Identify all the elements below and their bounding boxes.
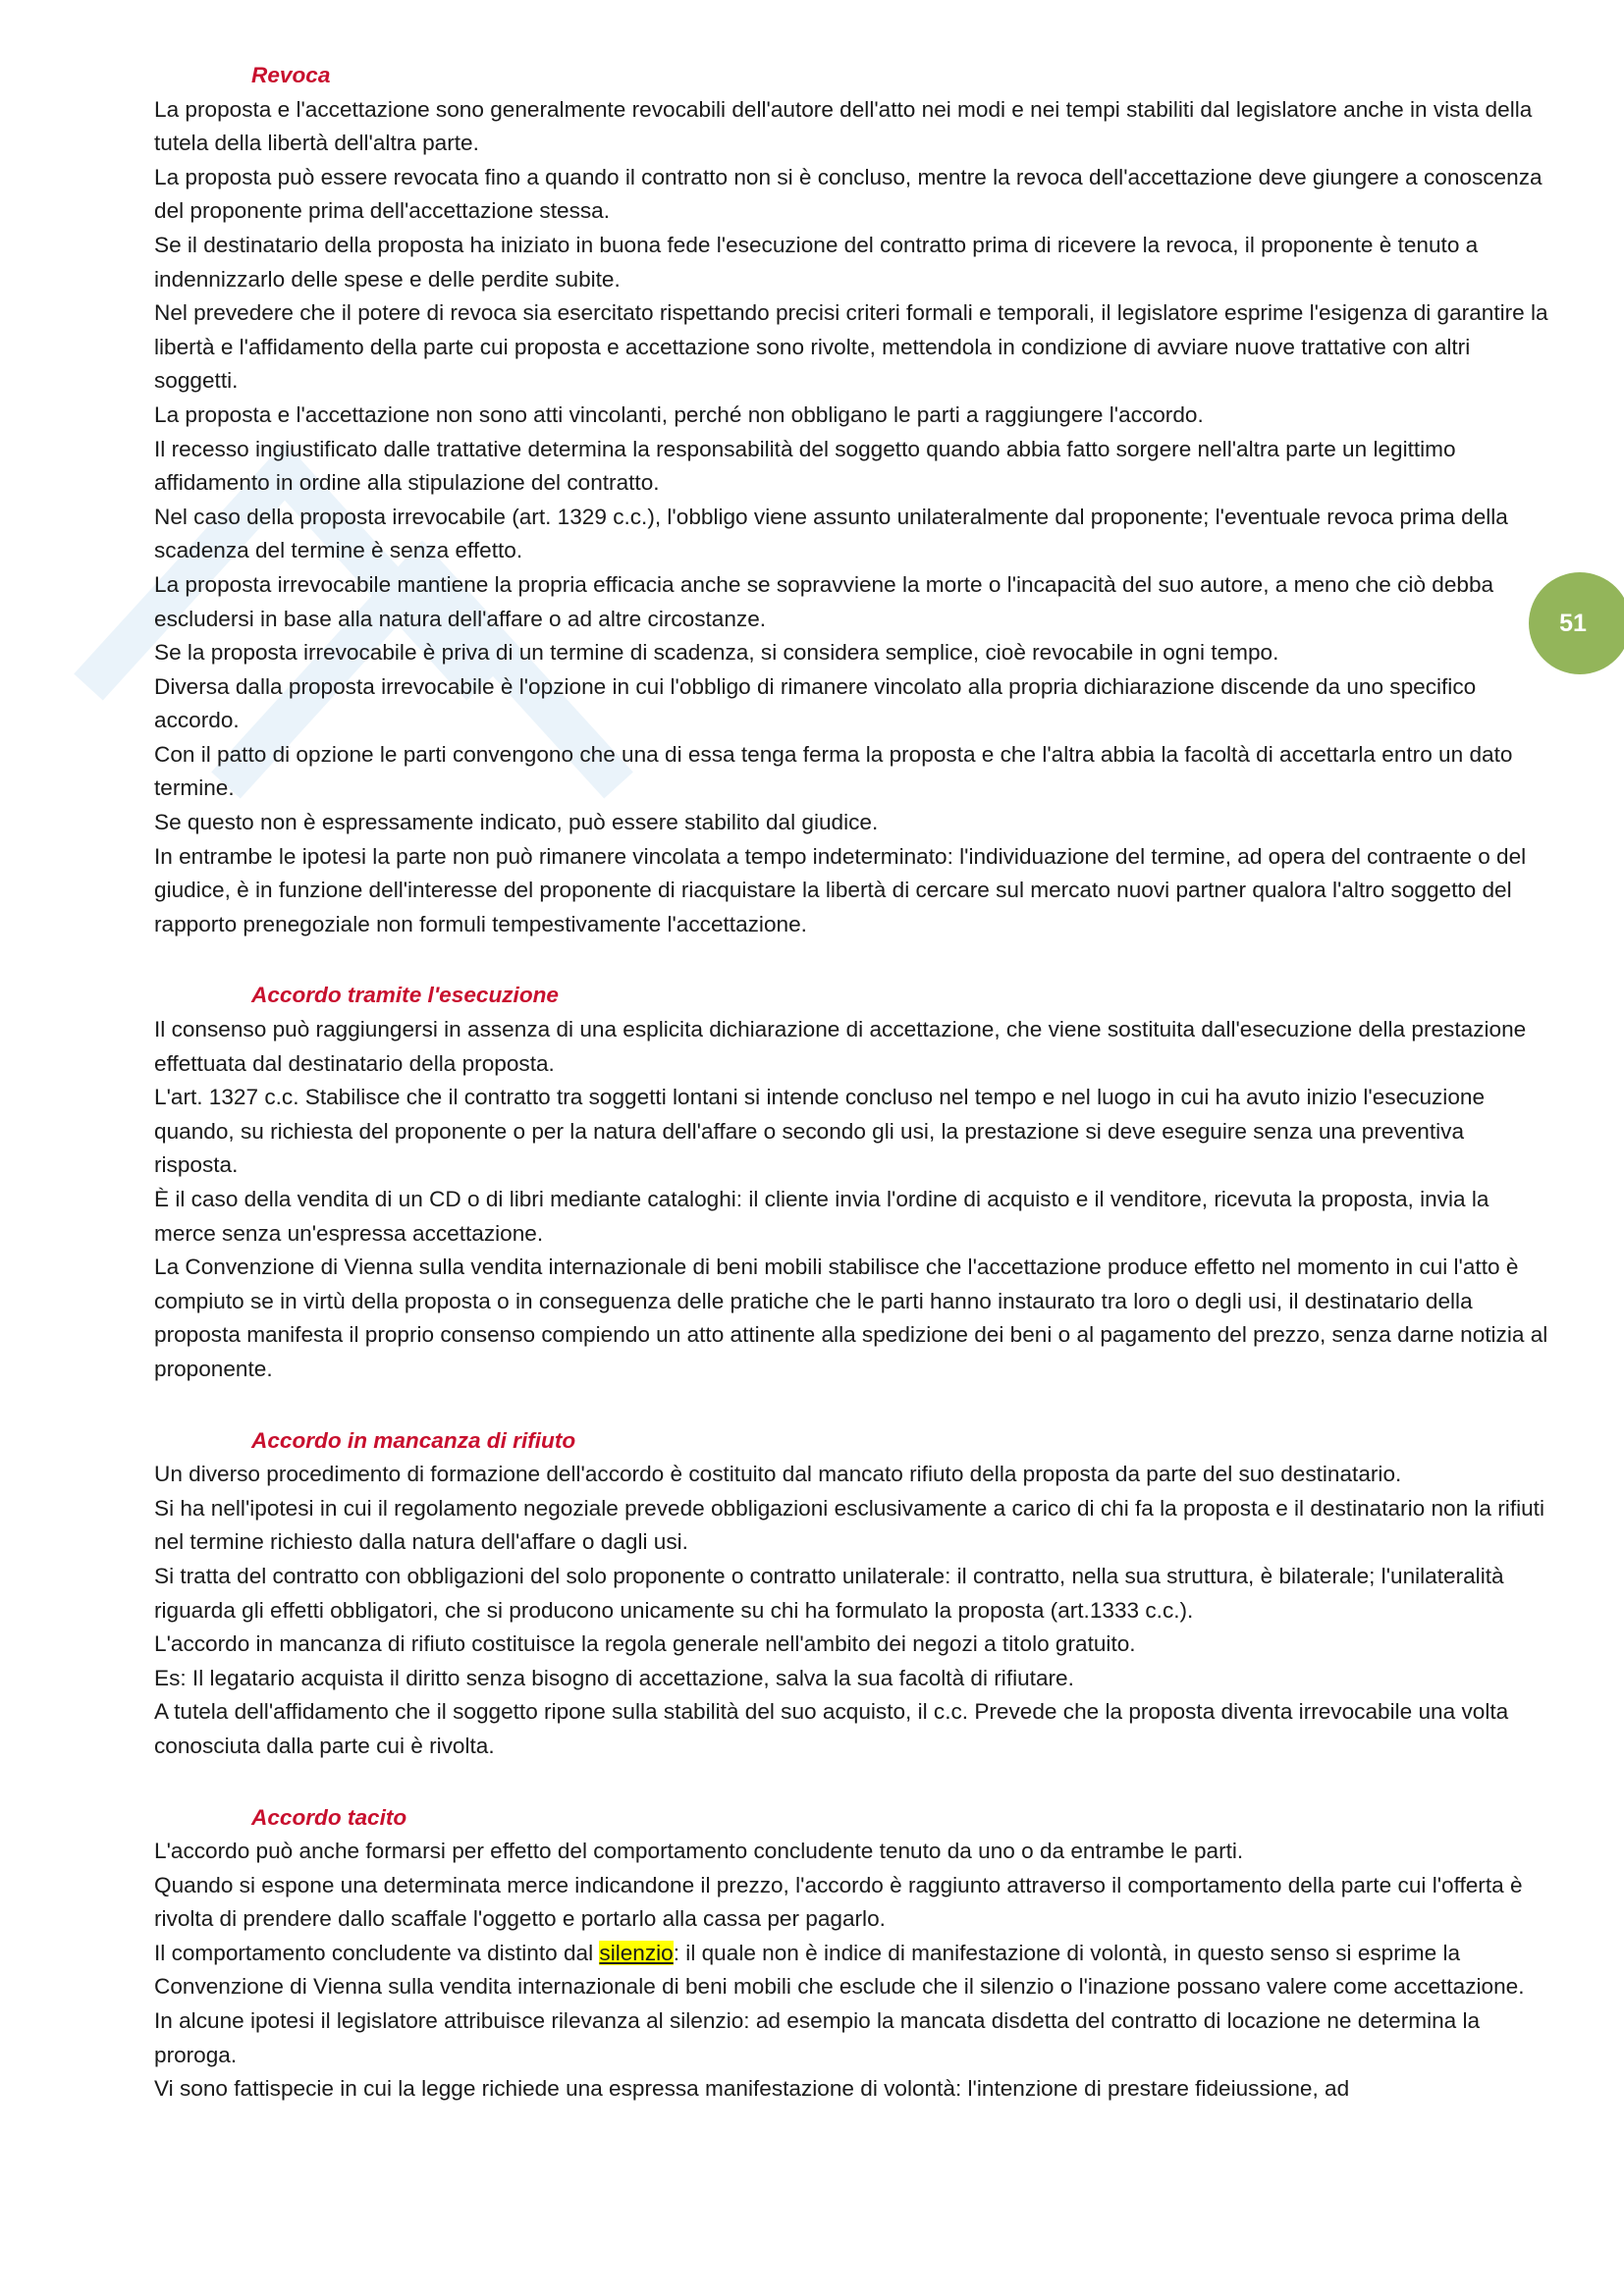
- paragraph: Il recesso ingiustificato dalle trattative determina la responsabilità del soggetto quando abbia fatto sorgere nell'altra parte un legittimo affidamento in ordine alla stipulazione del contratto.: [154, 436, 1456, 496]
- paragraph: Un diverso procedimento di formazione dell'accordo è costituito dal mancato rifiuto della proposta da parte del suo destinatario.: [154, 1462, 1402, 1487]
- paragraph: Se questo non è espressamente indicato, può essere stabilito dal giudice.: [154, 810, 879, 835]
- page-number-badge: 51: [1529, 572, 1624, 674]
- paragraph: La proposta può essere revocata fino a quando il contratto non si è concluso, mentre la revoca dell'accettazione deve giungere a conoscenza del proponente prima dell'accettazione stessa.: [154, 164, 1543, 224]
- section-accordo-mancanza-rifiuto: [154, 1424, 1548, 1764]
- paragraph: Con il patto di opzione le parti convengono che una di essa tenga ferma la proposta e che l'altra abbia la facoltà di accettarla entro un dato termine.: [154, 741, 1513, 801]
- paragraph: Se il destinatario della proposta ha iniziato in buona fede l'esecuzione del contratto prima di ricevere la revoca, il proponente è tenuto a indennizzarlo delle spese e delle perdite subite.: [154, 232, 1479, 292]
- paragraph: L'accordo in mancanza di rifiuto costituisce la regola generale nell'ambito dei negozi a titolo gratuito.: [154, 1631, 1136, 1657]
- paragraph: Quando si espone una determinata merce indicandone il prezzo, l'accordo è raggiunto attraverso il comportamento della parte cui l'offerta è rivolta di prendere dallo scaffale l'oggetto e portarlo alla cassa per pagarlo.: [154, 1872, 1523, 1932]
- section-heading: Accordo tramite l'esecuzione: [251, 983, 559, 1008]
- text-segment: : il quale non è indice di manifestazione di volontà, in questo senso si esprime la Convenzione di Vienna sulla vendita internazionale di beni mobili che esclude che il silenzio o l'inazione possano valere come accettazione.: [154, 1940, 1525, 2000]
- paragraph: Se la proposta irrevocabile è priva di un termine di scadenza, si considera semplice, cioè revocabile in ogni tempo.: [154, 640, 1279, 666]
- paragraph: In entrambe le ipotesi la parte non può rimanere vincolata a tempo indeterminato: l'individuazione del termine, ad opera del contraente o del giudice, è in funzione dell'interesse del proponente di riacquistare la libertà di cercare sul mercato nuovi partner qualora l'altro soggetto del rapporto prenegoziale non formuli tempestivamente l'accettazione.: [154, 843, 1527, 936]
- paragraph: A tutela dell'affidamento che il soggetto ripone sulla stabilità del suo acquisto, il c.c. Prevede che la proposta diventa irrevocabile una volta conosciuta dalla parte cui è rivolta.: [154, 1699, 1509, 1758]
- paragraph: Nel prevedere che il potere di revoca sia esercitato rispettando precisi criteri formali e temporali, il legislatore esprime l'esigenza di garantire la libertà e l'affidamento della parte cui proposta e accettazione sono rivolte, mettendola in condizione di avviare nuove trattative con altri soggetti.: [154, 300, 1548, 394]
- paragraph: Diversa dalla proposta irrevocabile è l'opzione in cui l'obbligo di rimanere vincolato alla propria dichiarazione discende da uno specifico accordo.: [154, 673, 1477, 733]
- paragraph: La proposta e l'accettazione sono generalmente revocabili dell'autore dell'atto nei modi e nei tempi stabiliti dal legislatore anche in vista della tutela della libertà dell'altra parte.: [154, 96, 1533, 156]
- paragraph: L'art. 1327 c.c. Stabilisce che il contratto tra soggetti lontani si intende concluso nel tempo e nel luogo in cui ha avuto inizio l'esecuzione quando, su richiesta del proponente o per la natura dell'affare o secondo gli usi, la prestazione si deve eseguire senza una preventiva risposta.: [154, 1085, 1486, 1178]
- document-body: [154, 59, 1548, 2144]
- section-revoca: [154, 59, 1548, 941]
- text-segment: Il comportamento concludente va distinto dal: [154, 1940, 600, 1965]
- paragraph: In alcune ipotesi il legislatore attribuisce rilevanza al silenzio: ad esempio la mancata disdetta del contratto di locazione ne determina la proroga.: [154, 2008, 1481, 2067]
- paragraph: Vi sono fattispecie in cui la legge richiede una espressa manifestazione di volontà: l'intenzione di prestare fideiussione, ad: [154, 2076, 1350, 2102]
- highlighted-term: silenzio: [599, 1940, 674, 1965]
- section-accordo-esecuzione: [154, 979, 1548, 1386]
- paragraph: Il consenso può raggiungersi in assenza di una esplicita dichiarazione di accettazione, che viene sostituita dall'esecuzione della prestazione effettuata dal destinatario della proposta.: [154, 1017, 1527, 1076]
- paragraph: L'accordo può anche formarsi per effetto del comportamento concludente tenuto da uno o da entrambe le parti.: [154, 1839, 1244, 1864]
- section-heading: Revoca: [251, 63, 331, 87]
- paragraph: Nel caso della proposta irrevocabile (art. 1329 c.c.), l'obbligo viene assunto unilateralmente dal proponente; l'eventuale revoca prima della scadenza del termine è senza effetto.: [154, 504, 1508, 563]
- paragraph: Si ha nell'ipotesi in cui il regolamento negoziale prevede obbligazioni esclusivamente a carico di chi fa la proposta e il destinatario non la rifiuti nel termine richiesto dalla natura dell'affare o dagli usi.: [154, 1495, 1544, 1555]
- paragraph: La proposta irrevocabile mantiene la propria efficacia anche se sopravviene la morte o l'incapacità del suo autore, a meno che ciò debba escludersi in base alla natura dell'affare o ad altre circostanze.: [154, 571, 1494, 631]
- paragraph: La proposta e l'accettazione non sono atti vincolanti, perché non obbligano le parti a raggiungere l'accordo.: [154, 401, 1204, 427]
- paragraph: È il caso della vendita di un CD o di libri mediante cataloghi: il cliente invia l'ordine di acquisto e il venditore, ricevuta la proposta, invia la merce senza un'espressa accettazione.: [154, 1187, 1489, 1246]
- paragraph-silenzio: [154, 1937, 1548, 2004]
- section-heading: Accordo in mancanza di rifiuto: [251, 1427, 576, 1453]
- paragraph: La Convenzione di Vienna sulla vendita internazionale di beni mobili stabilisce che l'accettazione produce effetto nel momento in cui l'atto è compiuto se in virtù della proposta o in conseguenza delle pratiche che le parti hanno instaurato tra loro o degli usi, il destinatario della proposta manifesta il proprio consenso compiendo un atto attinente alla spedizione dei beni o al pagamento del prezzo, senza darne notizia al proponente.: [154, 1255, 1548, 1381]
- section-heading: Accordo tacito: [251, 1804, 407, 1830]
- paragraph: Si tratta del contratto con obbligazioni del solo proponente o contratto unilaterale: il contratto, nella sua struttura, è bilaterale; l'unilateralità riguarda gli effetti obbligatori, che si producono unicamente su chi ha formulato la proposta (art.1333 c.c.).: [154, 1563, 1504, 1623]
- paragraph: Es: Il legatario acquista il diritto senza bisogno di accettazione, salva la sua facoltà di rifiutare.: [154, 1665, 1074, 1690]
- section-accordo-tacito: [154, 1801, 1548, 2107]
